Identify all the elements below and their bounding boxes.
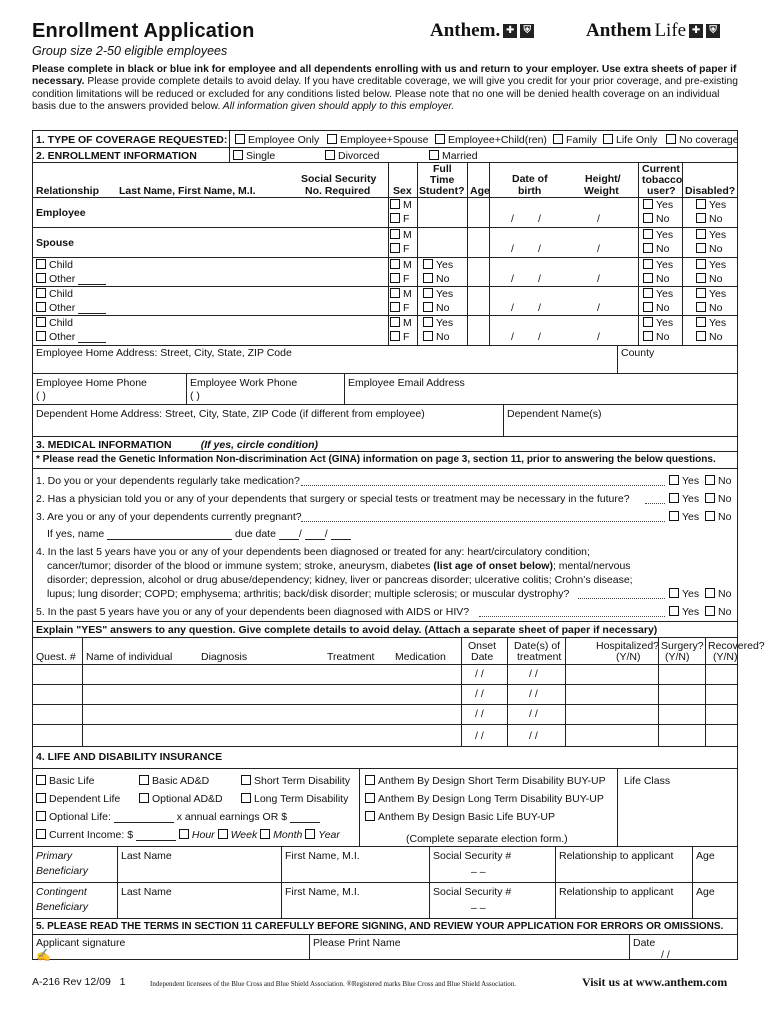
print-name-field[interactable]: Please Print Name [313,937,401,949]
child-3-tobacco-no[interactable]: No [643,331,669,343]
question-3: 3. Are you or any of your dependents currently pregnant? [36,511,302,523]
child-3-sex-f[interactable]: F [390,331,409,343]
election-form-note: (Complete separate election form.) [406,833,568,845]
dependent-address-field[interactable]: Dependent Home Address: Street, City, State, ZIP Code (if different from employee) [36,408,425,420]
enrollment-form: 1. TYPE OF COVERAGE REQUESTED: Employee Only Employee+Spouse Employee+Child(ren) Family Life Only No coverage 2. ENROLLMENT INFORMATION Single Divorced Married Relationship Last Name, First Name, M.I. Social Security No. Required Sex Full Time Student? Age Date of birth Height/ Weight Current tobacco user? Disabled? Employee M F / / / Yes No Yes No Spouse M F / / / Yes No Yes No Child Other M F Yes No / / / Yes No Yes No Child Other M F Yes No / / / Yes No Yes No Child Other M F Yes No / / / Yes No Yes No Employee Home Address: Street, City, State, ZIP Code County Employee Home Phone ( ) Employee Work Phone ( ) Employee Email Address Dependent Home Address: Street, City, State, ZIP Code (if different from employee) Dependent Name(s) 3. MEDICAL INFORMATION (If yes, circle condition) * Please read the Genetic Information Non-discrimination Act (GINA) information on page 3, section 11, prior to answering the below questions. 1. Do you or your dependents regularly take medication? Yes No 2. Has a physician told you or any of your dependents that surgery or special tests or treatment may be necessary in the future? Yes No 3. Are you or any of your dependents currently pregnant? Yes No If yes, name due date / / 4. In the last 5 years have you or any of your dependents been diagnosed or treated for any: heart/circulatory condition; cancer/tumor; disorder of the blood or immune system; stroke, aneurysm, diabetes (list age of onset below); mental/nervous disorder; depression, alcohol or drug abuse/dependency; kidney, liver or pancreas disorder; ulcerative colitis; Crohn’s disease; lupus; lung disorder; COPD; emphysema; arthritis; back/disk disorder; multiple sclerosis; or muscular dystrophy? Yes No 5. In the past 5 years have you or any of your dependents been diagnosed with AIDS or HIV? Yes No Explain "YES" answers to any question. Give complete details to avoid delay. (Attach a separate sheet of paper if necessary) Quest. # Name of individual Diagnosis Treatment Medication Onset Date Date(s) of treatment Hospitalized? (Y/N) Surgery? (Y/N) Recovered? (Y/N) / / / / / / / / / / / / / / / / 4. LIFE AND DISABILITY INSURANCE Basic Life Basic AD&D Short Term Disability Anthem By Design Short Term Disability BUY-UP Life Class Dependent Life Optional AD&D Long Term Disability Anthem By Design Long Term Disability BUY-UP Optional Life: x annual earnings OR $ Anthem By Design Basic Life BUY-UP Current Income: $ Hour Week Month Year (Complete separate election form.) Primary Beneficiary Last Name First Name, M.I. Social Security # – – Relationship to applicant Age Contingent Beneficiary Last Name First Name, M.I. Social Security # – – Relationship to applicant Age 5. PLEASE READ THE TERMS IN SECTION 11 CAREFULLY BEFORE SIGNING, AND REVIEW YOUR APPLICATION FOR ERRORS OR OMISSIONS. Applicant signature ✍ Please Print Name Date / / [32,130,738,960]
email-field[interactable]: Employee Email Address [348,377,465,389]
section-5-label: 5. PLEASE READ THE TERMS IN SECTION 11 CAREFULLY BEFORE SIGNING, AND REVIEW YOUR APPLICATION FOR ERRORS OR OMISSIONS. [36,921,724,932]
page-number: 1 [119,976,126,988]
q3-no[interactable]: No [705,511,731,523]
spouse-disabled-no[interactable]: No [696,243,722,255]
employee-sex-f[interactable]: F [390,213,409,225]
basic-add-option[interactable]: Basic AD&D [139,775,209,787]
ltd-buyup-option[interactable]: Anthem By Design Long Term Disability BUY-UP [365,793,604,805]
signature-pen-icon: ✍ [36,948,51,962]
gina-notice: * Please read the Genetic Information Non-discrimination Act (GINA) information on page 3, section 11, prior to answering the below questions. [36,454,716,465]
spouse-sex-m[interactable]: M [390,229,412,241]
explain-instructions: Explain "YES" answers to any question. Give complete details to avoid delay. (Attach a separate sheet of paper if necessary) [36,624,658,636]
q2-yes[interactable]: Yes [669,493,699,505]
child-2-tobacco-yes[interactable]: Yes [643,288,673,300]
section-1-label: 1. TYPE OF COVERAGE REQUESTED: [36,134,228,146]
coverage-option-family[interactable]: Family [553,134,597,146]
blue-shield-icon: ⛨ [520,24,534,38]
section-2-label: 2. ENROLLMENT INFORMATION [36,150,197,162]
blue-cross-icon: ✚ [689,24,703,38]
coverage-option-life-only[interactable]: Life Only [603,134,657,146]
child-2-disabled-yes[interactable]: Yes [696,288,726,300]
contingent-last-name[interactable]: Last Name [121,886,172,898]
contingent-ssn[interactable]: Social Security # [433,886,512,898]
child-3-student-no[interactable]: No [423,331,449,343]
child-2-other[interactable]: Other [36,302,106,314]
life-class-field[interactable]: Life Class [624,775,671,787]
section-3-label: 3. MEDICAL INFORMATION (If yes, circle condition) [36,439,318,451]
form-number: A-216 Rev 12/09 1 [32,976,126,988]
optional-life-option[interactable]: Optional Life: x annual earnings OR $ [36,811,320,823]
q5-yes[interactable]: Yes [669,606,699,618]
question-2: 2. Has a physician told you or any of your dependents that surgery or special tests or treatment may be necessary in the future? [36,493,630,505]
coverage-option-employee-spouse[interactable]: Employee+Spouse [327,134,428,146]
basic-life-buyup-option[interactable]: Anthem By Design Basic Life BUY-UP [365,811,555,823]
section-4-label: 4. LIFE AND DISABILITY INSURANCE [36,751,223,763]
child-3-checkbox[interactable]: Child [36,317,73,329]
child-1-sex-f[interactable]: F [390,273,409,285]
child-3-disabled-yes[interactable]: Yes [696,317,726,329]
primary-last-name[interactable]: Last Name [121,850,172,862]
employee-disabled-no[interactable]: No [696,213,722,225]
child-2-checkbox[interactable]: Child [36,288,73,300]
child-2-student-no[interactable]: No [423,302,449,314]
child-3-sex-m[interactable]: M [390,317,412,329]
q3-yes[interactable]: Yes [669,511,699,523]
signature-date-field[interactable]: Date [633,937,656,949]
row-employee-label: Employee [36,207,86,219]
child-1-sex-m[interactable]: M [390,259,412,271]
blue-shield-icon: ⛨ [706,24,720,38]
child-1-other[interactable]: Other [36,273,106,285]
home-address-field[interactable]: Employee Home Address: Street, City, State, ZIP Code [36,347,292,359]
q4-no[interactable]: No [705,588,731,600]
spouse-tobacco-yes[interactable]: Yes [643,229,673,241]
employee-tobacco-no[interactable]: No [643,213,669,225]
coverage-option-no-coverage[interactable]: No coverage [666,134,739,146]
optional-add-option[interactable]: Optional AD&D [139,793,223,805]
status-married[interactable]: Married [429,150,478,162]
child-1-tobacco-no[interactable]: No [643,273,669,285]
contingent-age[interactable]: Age [696,886,715,898]
spouse-tobacco-no[interactable]: No [643,243,669,255]
work-phone-field[interactable]: Employee Work Phone [190,377,298,389]
col-relationship: Relationship [36,185,100,197]
col-name: Last Name, First Name, M.I. [119,185,256,197]
child-1-checkbox[interactable]: Child [36,259,73,271]
dependent-names-field[interactable]: Dependent Name(s) [507,408,602,420]
child-2-disabled-no[interactable]: No [696,302,722,314]
coverage-option-employee-children[interactable]: Employee+Child(ren) [435,134,547,146]
home-phone-field[interactable]: Employee Home Phone [36,377,147,389]
pregnancy-detail[interactable]: If yes, name due date / / [47,528,351,540]
child-1-student-no[interactable]: No [423,273,449,285]
county-field[interactable]: County [621,347,655,359]
long-term-disability-option[interactable]: Long Term Disability [241,793,348,805]
row-spouse-label: Spouse [36,237,74,249]
child-3-disabled-no[interactable]: No [696,331,722,343]
q4-yes[interactable]: Yes [669,588,699,600]
child-2-sex-m[interactable]: M [390,288,412,300]
status-divorced[interactable]: Divorced [325,150,379,162]
website-link[interactable]: Visit us at www.anthem.com [582,975,728,989]
question-4: 4. In the last 5 years have you or any of your dependents been diagnosed or treated for any: heart/circulatory condition; [36,546,590,558]
spouse-sex-f[interactable]: F [390,243,409,255]
current-income-field[interactable]: Current Income: $ Hour Week Month Year [36,829,340,841]
q1-yes[interactable]: Yes [669,475,699,487]
primary-ssn[interactable]: Social Security # [433,850,512,862]
page-subtitle: Group size 2-50 eligible employees [32,44,228,58]
basic-life-option[interactable]: Basic Life [36,775,95,787]
blue-cross-icon: ✚ [503,24,517,38]
primary-first-name[interactable]: First Name, M.I. [285,850,360,862]
child-3-tobacco-yes[interactable]: Yes [643,317,673,329]
child-1-disabled-yes[interactable]: Yes [696,259,726,271]
anthem-logo: Anthem. ✚ ⛨ [430,20,534,42]
primary-age[interactable]: Age [696,850,715,862]
child-1-student-yes[interactable]: Yes [423,259,453,271]
q2-no[interactable]: No [705,493,731,505]
spouse-disabled-yes[interactable]: Yes [696,229,726,241]
status-single[interactable]: Single [233,150,275,162]
q1-no[interactable]: No [705,475,731,487]
page-title: Enrollment Application [32,20,255,42]
child-2-sex-f[interactable]: F [390,302,409,314]
child-1-tobacco-yes[interactable]: Yes [643,259,673,271]
employee-sex-m[interactable]: M [390,199,412,211]
question-5: 5. In the past 5 years have you or any of your dependents been diagnosed with AIDS or HIV? [36,606,470,618]
child-3-student-yes[interactable]: Yes [423,317,453,329]
primary-relationship[interactable]: Relationship to applicant [559,850,674,862]
child-1-disabled-no[interactable]: No [696,273,722,285]
employee-tobacco-yes[interactable]: Yes [643,199,673,211]
dependent-life-option[interactable]: Dependent Life [36,793,120,805]
contingent-relationship[interactable]: Relationship to applicant [559,886,674,898]
coverage-option-employee-only[interactable]: Employee Only [235,134,319,146]
std-buyup-option[interactable]: Anthem By Design Short Term Disability BUY-UP [365,775,606,787]
licensee-notice: Independent licensees of the Blue Cross and Blue Shield Association. ®Registered marks Blue Cross and Blue Shield Association. [150,980,516,988]
child-3-other[interactable]: Other [36,331,106,343]
question-1: 1. Do you or your dependents regularly take medication? [36,475,300,487]
child-2-tobacco-no[interactable]: No [643,302,669,314]
employee-disabled-yes[interactable]: Yes [696,199,726,211]
short-term-disability-option[interactable]: Short Term Disability [241,775,350,787]
applicant-signature-field[interactable]: Applicant signature [36,937,126,949]
anthem-life-logo: Anthem Life ✚ ⛨ [586,20,720,42]
child-2-student-yes[interactable]: Yes [423,288,453,300]
instructions-paragraph: Please complete in black or blue ink for employee and all dependents enrolling with us and return to your employer. Use extra sheets of paper if necessary. Please provide complete details to avoid delay. If you have creditable coverage, we will give you credit for your prior coverage, and pre-existing condition limitations will be reduced or excluded for any conditions listed below. Please note that no one will be denied health coverage on an individual basis due to the answers provided below. All information given should apply to this employer. [32,64,738,113]
q5-no[interactable]: No [705,606,731,618]
contingent-first-name[interactable]: First Name, M.I. [285,886,360,898]
